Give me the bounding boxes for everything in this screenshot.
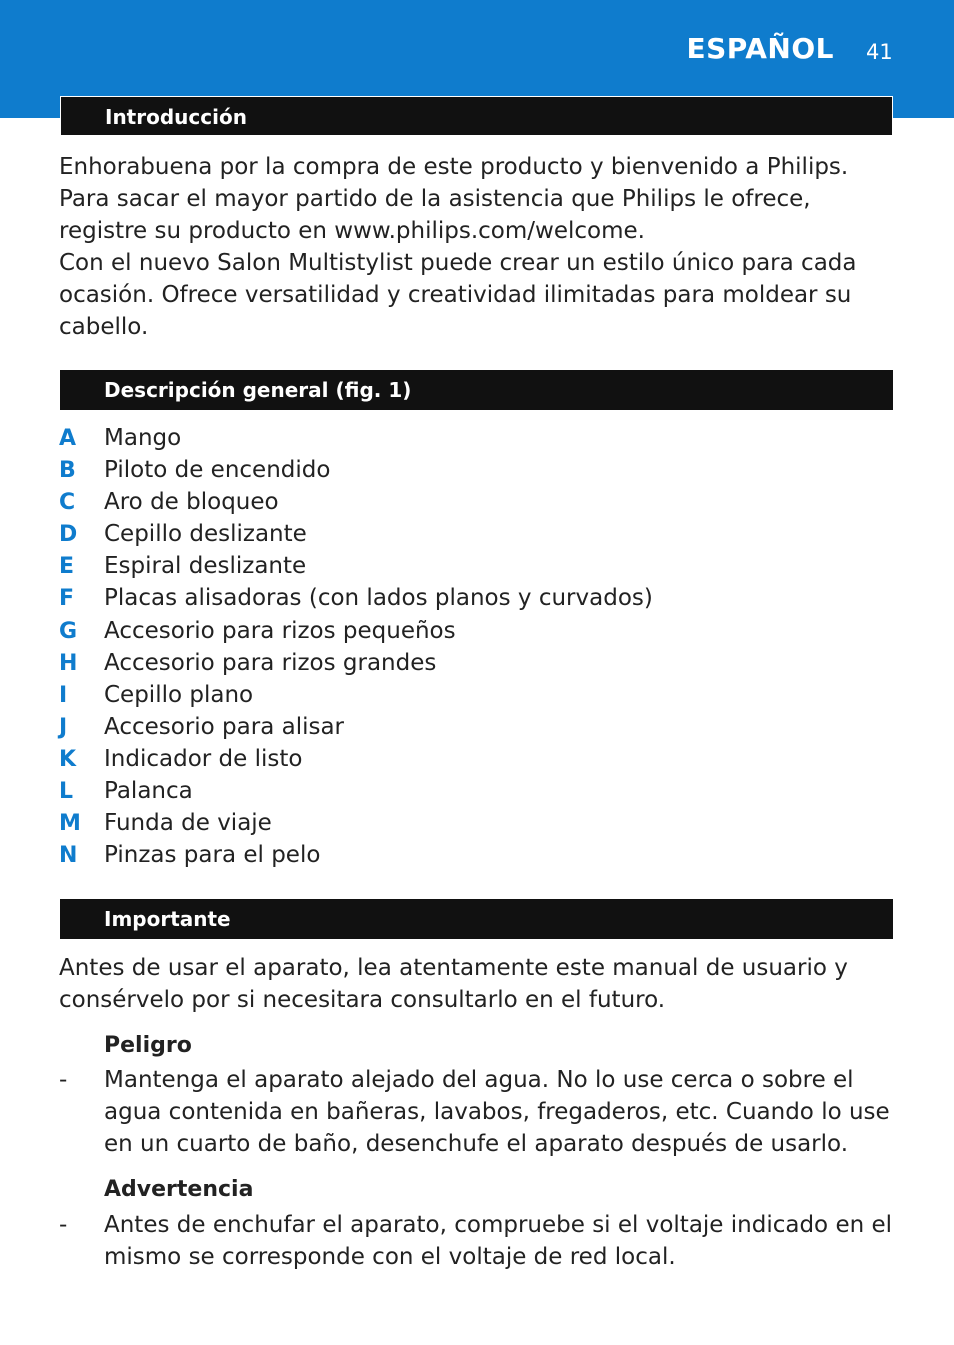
list-item: [59, 807, 653, 839]
part-letter: A: [59, 426, 77, 451]
warning-text: Antes de enchufar el aparato, compruebe si el voltaje indicado en el mismo se corresponde con el voltaje de red local.: [104, 1212, 893, 1270]
part-name: Cepillo deslizante: [104, 521, 307, 548]
section-title: Introducción: [105, 105, 247, 129]
parts-list: [59, 422, 653, 871]
danger-item: [59, 1064, 899, 1160]
section-heading-intro: [60, 96, 893, 136]
intro-paragraph: Enhorabuena por la compra de este producto y bienvenido a Philips. Para sacar el mayor partido de la asistencia que Philips le ofrece, registre su producto en www.philips.com/welcome.: [59, 154, 849, 244]
list-item: [59, 582, 653, 614]
part-letter: M: [59, 811, 81, 837]
list-item: [59, 422, 653, 454]
part-letter: C: [59, 490, 76, 516]
intro-paragraph: Con el nuevo Salon Multistylist puede crear un estilo único para cada ocasión. Ofrece versatilidad y creatividad ilimitadas para moldear su cabello.: [59, 250, 857, 340]
bullet-dash: -: [59, 1212, 68, 1238]
list-item: [59, 679, 653, 711]
intro-text: [59, 151, 899, 343]
part-letter: E: [59, 554, 75, 580]
part-name: Indicador de listo: [104, 745, 303, 772]
list-item: [59, 454, 653, 486]
part-name: Cepillo plano: [104, 681, 254, 708]
list-item: [59, 839, 653, 871]
part-letter: G: [59, 618, 78, 644]
part-name: Pinzas para el pelo: [104, 842, 321, 869]
part-name: Accesorio para rizos pequeños: [104, 617, 456, 644]
bullet-dash: -: [59, 1067, 68, 1093]
part-letter: H: [59, 650, 78, 676]
language-title: ESPAÑOL: [686, 32, 834, 65]
warning-item: [59, 1209, 899, 1273]
part-name: Palanca: [104, 778, 193, 805]
section-heading-important: [60, 899, 893, 939]
list-item: [59, 711, 653, 743]
danger-text: Mantenga el aparato alejado del agua. No lo use cerca o sobre el agua contenida en bañeras, lavabos, fregaderos, etc. Cuando lo use en un cuarto de baño, desenchufe el aparato después de usarlo.: [104, 1067, 890, 1157]
part-name: Placas alisadoras (con lados planos y curvados): [104, 585, 653, 612]
part-letter: F: [59, 586, 75, 612]
part-letter: J: [59, 714, 68, 740]
part-letter: L: [59, 779, 74, 805]
part-letter: N: [59, 843, 78, 869]
part-letter: K: [59, 746, 77, 772]
list-item: [59, 775, 653, 807]
list-item: [59, 615, 653, 647]
part-name: Mango: [104, 425, 182, 451]
page-number: 41: [866, 40, 893, 64]
list-item: [59, 518, 653, 550]
part-name: Accesorio para alisar: [104, 713, 345, 740]
part-letter: D: [59, 522, 78, 548]
list-item: [59, 647, 653, 679]
part-name: Piloto de encendido: [104, 457, 331, 484]
important-intro: Antes de usar el aparato, lea atentamente este manual de usuario y consérvelo por si necesitara consultarlo en el futuro.: [59, 955, 848, 1013]
part-name: Aro de bloqueo: [104, 489, 279, 516]
section-title: Importante: [104, 907, 231, 931]
list-item: [59, 486, 653, 518]
warning-heading: Advertencia: [104, 1177, 254, 1202]
part-letter: I: [59, 682, 68, 708]
section-title: Descripción general (fig. 1): [104, 378, 412, 402]
part-name: Espiral deslizante: [104, 553, 307, 580]
danger-heading: Peligro: [104, 1033, 192, 1058]
list-item: [59, 743, 653, 775]
part-name: Accesorio para rizos grandes: [104, 649, 437, 676]
part-name: Funda de viaje: [104, 810, 272, 837]
section-heading-overview: [60, 370, 893, 410]
part-letter: B: [59, 458, 76, 484]
list-item: [59, 550, 653, 582]
